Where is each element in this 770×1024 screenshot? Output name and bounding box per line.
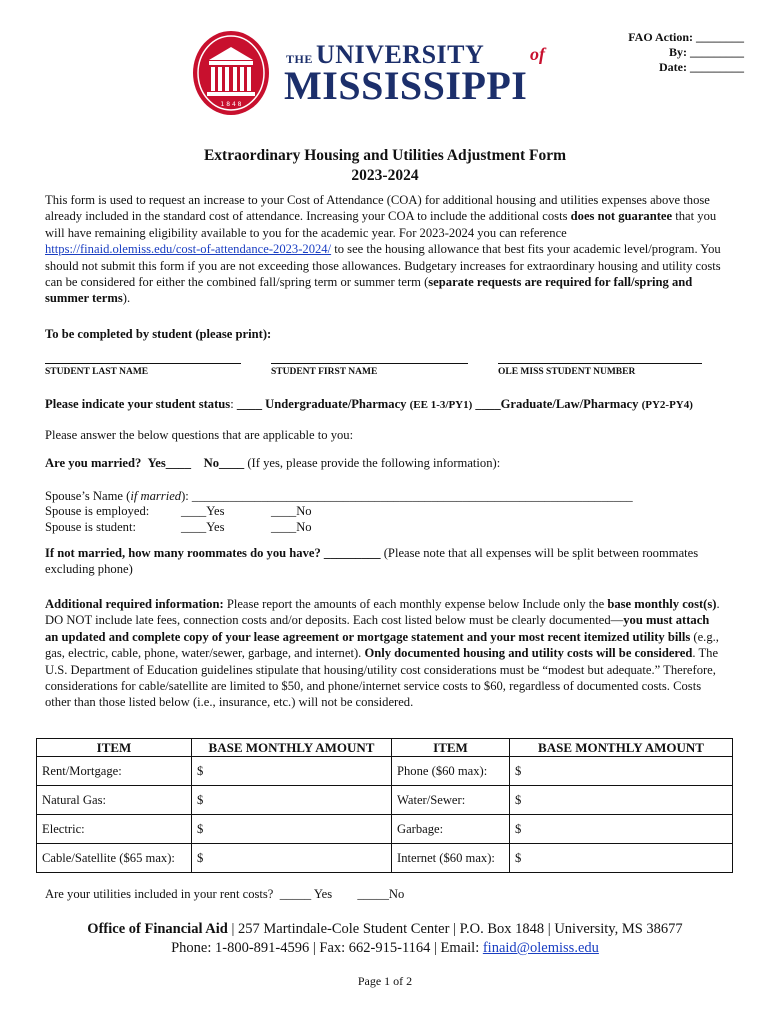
utilities-included-row (45, 887, 404, 902)
wordmark-the: THE (286, 52, 313, 66)
expense-item-label: Cable/Satellite ($65 max): (37, 844, 192, 873)
spouse-name-qualifier: if married (130, 489, 182, 503)
utilities-no-option[interactable]: _____No (357, 887, 405, 901)
student-first-name-label: STUDENT FIRST NAME (271, 367, 378, 377)
intro-paragraph (45, 192, 725, 307)
page-number: Page 1 of 2 (357, 974, 413, 988)
additional-info-paragraph (45, 596, 725, 711)
married-question-row (45, 455, 725, 471)
roommates-paragraph (45, 545, 725, 578)
seal-year: 1 8 4 8 (220, 101, 242, 108)
student-last-name-label: STUDENT LAST NAME (45, 367, 149, 377)
spouse-student-no[interactable]: ____No (271, 520, 312, 534)
table-header-amount: BASE MONTHLY AMOUNT (192, 739, 392, 757)
spouse-employed-label: Spouse is employed: (45, 504, 150, 518)
additional-text: (e.g., gas, electric, cable, phone, water/sewer, garbage, and internet). (45, 629, 719, 661)
table-header-amount: BASE MONTHLY AMOUNT (510, 739, 733, 757)
additional-emphasis: base monthly cost(s) (607, 597, 717, 611)
spouse-student-yes[interactable]: ____Yes (181, 520, 225, 534)
married-question: Are you married? (45, 456, 142, 470)
form-title-year: 2023-2024 (351, 167, 419, 184)
status-graduate-option[interactable]: ____Graduate/Law/Pharmacy (472, 397, 642, 411)
intro-text: ). (122, 291, 131, 306)
intro-emphasis: separate requests are required for fall/spring and summer terms (45, 275, 693, 306)
table-row (37, 786, 733, 815)
office-contact-footer (0, 920, 770, 958)
additional-text: . The U.S. Department of Education guidelines stipulate that housing/utility cost considerations must be “modest but adequate.” Therefore, considerations for cable/satellite are limited to $50, and phone/internet service costs to $60, regardless of documented costs. Costs other than those listed below (i.e., insurance, etc.) will not be considered. (45, 646, 719, 710)
married-no-option[interactable]: No____ (203, 456, 245, 470)
expense-item-label: Phone ($60 max): (392, 757, 510, 786)
utilities-question: Are your utilities included in your rent costs? (45, 887, 274, 901)
expense-amount-field[interactable]: $ (192, 757, 392, 786)
status-undergraduate-option[interactable]: ____ Undergraduate/Pharmacy (233, 397, 410, 411)
form-title (0, 146, 770, 186)
spouse-employed-no[interactable]: ____No (271, 504, 312, 518)
spouse-name-row (45, 488, 725, 504)
intro-text: This form is used to request an increase to your Cost of Attendance (COA) for additional housing and utilities expenses above those already included in the standard cost of attendance. Increasing your COA to include the additional costs (45, 193, 710, 224)
expense-item-label: Natural Gas: (37, 786, 192, 815)
wordmark-mississippi: MISSISSIPPI (284, 63, 528, 108)
additional-heading: Additional required information: (45, 597, 224, 611)
expense-amount-field[interactable]: $ (192, 844, 392, 873)
wordmark-university: UNIVERSITY (316, 40, 485, 69)
intro-text: to see the housing allowance that best fits your academic level/program. You should not submit this form if you are not exceeding those allowances. Budgetary increases for extraordinary housing and utility costs can be considered for either the combined fall/spring term or summer term ( (45, 242, 721, 290)
wordmark-of: of (530, 44, 545, 64)
additional-emphasis: Only documented housing and utility costs will be considered (364, 646, 693, 661)
expense-item-label: Rent/Mortgage: (37, 757, 192, 786)
expense-item-label: Electric: (37, 815, 192, 844)
expense-item-label: Water/Sewer: (392, 786, 510, 815)
intro-text: that you will have remaining eligibility available to you for the academic year. For 2023-2024 you can reference (45, 209, 717, 240)
fao-office-use-block (628, 30, 744, 75)
intro-emphasis: does not guarantee (570, 209, 673, 224)
utilities-yes-option[interactable]: _____ Yes (279, 887, 333, 901)
status-graduate-note: (PY2-PY4) (641, 399, 693, 411)
expense-amount-field[interactable]: $ (510, 815, 733, 844)
married-yes-option[interactable]: Yes____ (147, 456, 191, 470)
status-label: Please indicate your student status (45, 397, 231, 411)
seal-icon (192, 30, 270, 116)
status-colon: : (230, 397, 234, 411)
student-section-heading: To be completed by student (please print): (45, 327, 272, 341)
spouse-name-field[interactable]: ): ______________________________________________________________________ (181, 489, 633, 503)
fao-by-field[interactable]: By: _________ (669, 45, 744, 59)
footer-email-link[interactable]: finaid@olemiss.edu (482, 940, 599, 956)
spouse-employed-row (45, 504, 312, 519)
student-number-label: OLE MISS STUDENT NUMBER (498, 367, 636, 377)
spouse-employed-yes[interactable]: ____Yes (181, 504, 225, 518)
answer-instructions: Please answer the below questions that are applicable to you: (45, 428, 354, 442)
table-row (37, 815, 733, 844)
status-undergraduate-note: (EE 1-3/PY1) (409, 399, 473, 411)
expense-amount-field[interactable]: $ (192, 786, 392, 815)
table-header-item: ITEM (392, 739, 510, 757)
footer-contact: Phone: 1-800-891-4596 | Fax: 662-915-1164 | Email: (171, 940, 483, 956)
table-header-row (37, 739, 733, 757)
expense-item-label: Garbage: (392, 815, 510, 844)
footer-address-line (0, 920, 770, 939)
expense-amount-field[interactable]: $ (510, 786, 733, 815)
table-row (37, 757, 733, 786)
student-number-line[interactable] (498, 363, 702, 364)
expense-amount-field[interactable]: $ (510, 844, 733, 873)
table-row (37, 844, 733, 873)
roommates-note: (Please note that all expenses will be split between roommates excluding phone) (45, 546, 699, 577)
university-seal-logo (192, 30, 270, 116)
expense-amount-field[interactable]: $ (192, 815, 392, 844)
spouse-name-label: Spouse’s Name ( (45, 489, 131, 503)
roommates-question[interactable]: If not married, how many roommates do you have? _________ (45, 546, 381, 560)
additional-text: Please report the amounts of each monthly expense below Include only the (223, 597, 608, 611)
student-last-name-line[interactable] (45, 363, 241, 364)
table-header-item: ITEM (37, 739, 192, 757)
expense-amount-field[interactable]: $ (510, 757, 733, 786)
student-status-row (45, 396, 725, 413)
form-title-line1: Extraordinary Housing and Utilities Adjustment Form (203, 147, 567, 164)
footer-address: | 257 Martindale-Cole Student Center | P.O. Box 1848 | University, MS 38677 (227, 921, 683, 937)
additional-emphasis: you must attach an updated and complete copy of your lease agreement or mortgage statement and your most recent itemized utility bills (45, 613, 710, 644)
footer-office-name: Office of Financial Aid (87, 921, 228, 937)
coa-reference-link[interactable]: https://finaid.olemiss.edu/cost-of-attendance-2023-2024/ (45, 242, 332, 257)
fao-action-field[interactable]: FAO Action: ________ (628, 30, 744, 44)
additional-text: . DO NOT include late fees, connection costs and/or deposits. Each cost listed below must be clearly documented— (45, 597, 720, 628)
student-first-name-line[interactable] (271, 363, 468, 364)
monthly-expense-table (36, 738, 733, 873)
footer-contact-line (0, 939, 770, 958)
spouse-student-row (45, 520, 312, 535)
married-note: (If yes, please provide the following information): (244, 456, 501, 470)
fao-date-field[interactable]: Date: _________ (659, 60, 744, 74)
expense-item-label: Internet ($60 max): (392, 844, 510, 873)
spouse-student-label: Spouse is student: (45, 520, 136, 534)
